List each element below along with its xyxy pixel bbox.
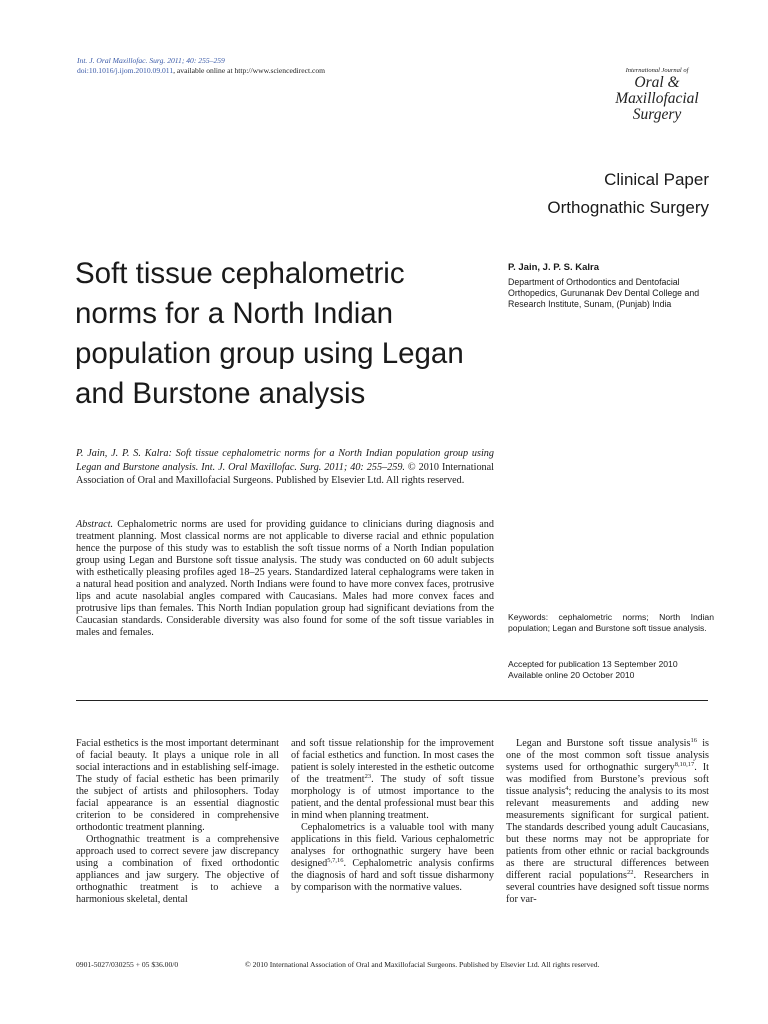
body-column-2	[291, 738, 494, 894]
citation-journal: Int. J. Oral Maxillofac. Surg. 2011; 40: 255–259	[77, 56, 225, 65]
text-run: . Cephalometric analysis confirms the diagnosis of hard and soft tissue disharmony by comparison with the normative values.	[291, 858, 494, 893]
footer-issn: 0901-5027/030255 + 05 $36.00/0	[76, 960, 179, 969]
text-run: . It was modified from Burstone’s previous soft tissue analysis	[506, 762, 709, 797]
reference-link[interactable]: 22	[626, 869, 634, 876]
reference-link[interactable]: 23	[364, 773, 372, 780]
paragraph: Facial esthetics is the most important determinant of facial beauty. It plays a unique role in all social interactions and in establishing self-image. The study of facial esthetic has been primarily the subject of artists and philosophers. Today facial appearance is an essential diagnostic criterion to be considered in comprehensive orthodontic treatment planning.	[76, 738, 279, 833]
journal-logo-line4: Surgery	[632, 106, 682, 123]
text-run: Legan and Burstone soft tissue analysis	[516, 738, 691, 749]
abstract	[76, 519, 494, 639]
paper-type	[547, 166, 709, 222]
paper-type-line1: Clinical Paper	[604, 170, 709, 189]
journal-logo	[592, 67, 722, 123]
journal-logo-line2: Oral &	[634, 74, 680, 91]
section-divider	[76, 700, 708, 701]
doi-link[interactable]: doi:10.1016/j.ijom.2010.09.011	[77, 66, 174, 75]
text-run: . Researchers in several countries have designed soft tissue norms for var-	[506, 870, 710, 905]
abstract-label: Abstract.	[76, 519, 114, 530]
text-run: and soft tissue relationship for the improvement of facial esthetics and function. In most cases the patient is solely interested in the esthetic outcome of the treatment	[291, 738, 494, 785]
authors: P. Jain, J. P. S. Kalra	[508, 262, 600, 273]
reference-link[interactable]: 8,10,17	[674, 761, 695, 768]
body-column-3	[506, 738, 709, 906]
reference-link[interactable]: 4	[565, 785, 569, 792]
citation-block	[76, 447, 494, 488]
affiliation: Department of Orthodontics and Dentofacial Orthopedics, Gurunanak Dev Dental College and Research Institute, Sunam, (Punjab) India	[508, 277, 700, 310]
paragraph	[291, 822, 494, 894]
footer-copyright: © 2010 International Association of Oral and Maxillofacial Surgeons. Published by Elsevier Ltd. All rights reserved.	[245, 960, 600, 969]
text-run: Cephalometrics is a valuable tool with many applications in this field. Various cephalometric analyses for orthognathic surgery have been designed	[291, 822, 494, 869]
online-date: Available online 20 October 2010	[508, 670, 635, 680]
journal-logo-line3: Maxillofacial	[615, 90, 699, 107]
paragraph	[291, 738, 494, 822]
availability-text: , available online at http://www.sciencedirect.com	[173, 66, 326, 75]
publication-dates	[508, 659, 723, 681]
paragraph	[506, 738, 709, 906]
accepted-date: Accepted for publication 13 September 2010	[508, 659, 678, 669]
copyright-notice: © 2010 International Association of Oral and Maxillofacial Surgeons. Published by Elsevier Ltd. All rights reserved.	[76, 461, 494, 486]
keywords: Keywords: cephalometric norms; North Indian population; Legan and Burstone soft tissue analysis.	[508, 612, 714, 633]
paper-type-line2: Orthognathic Surgery	[547, 198, 709, 217]
text-run: is one of the most common soft tissue analysis systems used for orthognathic surgery	[506, 738, 710, 773]
journal-citation	[77, 56, 497, 76]
article-title: Soft tissue cephalometric norms for a North Indian population group using Legan and Burstone analysis	[75, 257, 464, 410]
text-run: . The study of soft tissue morphology is of utmost importance to the patient, and the dental professional must bear this in mind when planning treatment.	[291, 774, 494, 821]
reference-link[interactable]: 16	[690, 737, 697, 744]
paragraph: Orthognathic treatment is a comprehensive approach used to correct severe jaw discrepancy using a combination of fixed orthodontic appliances and jaw surgery. The objective of orthognathic treatment is to achieve a harmonious skeletal, dental	[76, 834, 279, 905]
journal-logo-line1: International Journal of	[625, 67, 689, 74]
text-run: ; reducing the analysis to its most relevant measurements and adding new measurements significant for surgical patient. The standards described young adult Caucasians, but these norms may not be appropriate for patients from other ethnic or racial backgrounds as there are structural differences between different racial populations	[506, 786, 709, 881]
abstract-text: Cephalometric norms are used for providing guidance to clinicians during diagnosis and treatment planning. Most classical norms are not applicable to diverse racial and ethnic population hence the purpose of this study was to establish the soft tissue norms of a North Indian population group using Legan and Burstone soft tissue analysis. The study was conducted on 60 adult subjects with esthetically pleasing profiles aged 18–25 years. Standardized lateral cephalograms were taken in a natural head position and analyzed. North Indians were found to have more convex faces, protrusive lips and acute nasolabial angles compared with Caucasians. Males had more convex faces and protrusive lips than females. This North Indian population group had significant deviations from the Caucasian standards. Considerable diversity was also found for some of the soft tissue variables in males and females.	[76, 519, 494, 638]
reference-link[interactable]: 5,7,16	[327, 857, 344, 864]
citation-reference: P. Jain, J. P. S. Kalra: Soft tissue cephalometric norms for a North Indian population group using Legan and Burstone analysis. Int. J. Oral Maxillofac. Surg. 2011; 40: 255–259.	[76, 448, 494, 473]
body-column-1	[76, 738, 279, 906]
